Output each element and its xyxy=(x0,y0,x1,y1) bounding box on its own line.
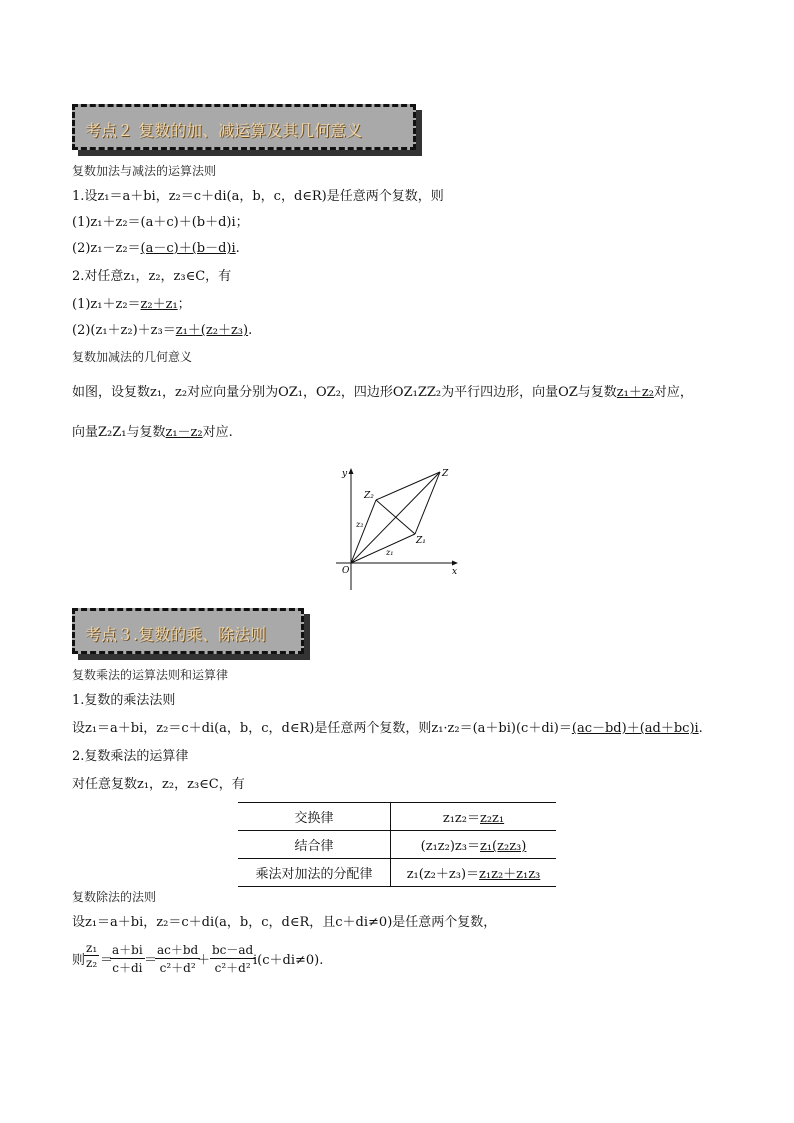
geo-paragraph-1 xyxy=(72,384,693,402)
rule-line-3 xyxy=(72,240,240,258)
rule-line-5-suffix: ； xyxy=(177,297,191,312)
law-formula xyxy=(391,859,557,887)
law-formula xyxy=(391,831,557,859)
law-name: 交换律 xyxy=(238,803,391,831)
rule-line-5-prefix: (1)z₁＋z₂＝ xyxy=(72,297,141,312)
law-formula-answer: z₁(z₂z₃) xyxy=(480,839,527,854)
geo-title: 复数加减法的几何意义 xyxy=(72,350,193,364)
fraction-denominator: c²＋d² xyxy=(159,961,196,975)
geo-p1-a: 如图，设复数z₁，z₂对应向量分别为OZ₁，OZ₂，四边形OZ₁ZZ₂为平行四边形，向量OZ与复数 xyxy=(72,385,617,400)
rule-line-6 xyxy=(72,322,252,340)
section-header-2-text: 考点２ 复数的加、减运算及其几何意义 xyxy=(85,121,363,140)
div-then: 则 xyxy=(72,953,86,968)
fraction-numerator: z₁ xyxy=(86,941,98,955)
equals-sign: ＝ xyxy=(100,953,114,968)
mult-line-1: 1.复数的乘法法则 xyxy=(72,693,176,708)
fraction-denominator: c²＋d² xyxy=(214,961,251,975)
law-name: 乘法对加法的分配律 xyxy=(238,859,391,887)
rule-line-5 xyxy=(72,296,191,314)
div-title: 复数除法的法则 xyxy=(72,890,157,904)
law-formula-prefix: (z₁z₂)z₃＝ xyxy=(420,839,480,854)
law-formula-prefix: z₁(z₂＋z₃)＝ xyxy=(406,867,480,882)
mult-line-2-answer: (ac－bd)＋(ad＋bc)i xyxy=(571,721,699,736)
mult-line-2 xyxy=(72,720,703,738)
fraction-a-bi-over-c-di xyxy=(110,941,145,976)
rule-line-3-prefix: (2)z₁－z₂＝ xyxy=(72,241,141,256)
geo-p1-b: 对应， xyxy=(653,385,693,400)
law-formula xyxy=(391,803,557,831)
rule-line-3-answer: (a－c)＋(b－d)i xyxy=(140,241,236,256)
law-name: 结合律 xyxy=(238,831,391,859)
x-axis-arrow xyxy=(452,561,458,566)
mult-line-2-suffix: . xyxy=(698,721,703,736)
label-z1-point: Z₁ xyxy=(416,536,426,546)
table-row xyxy=(238,859,556,887)
label-z2-point: Z₂ xyxy=(364,491,374,501)
rule-line-6-suffix: . xyxy=(248,323,253,338)
geo-paragraph-2 xyxy=(72,424,233,442)
geo-p2-answer: z₁－z₂ xyxy=(165,425,203,440)
section-header-3 xyxy=(72,608,304,654)
rule-line-6-prefix: (2)(z₁＋z₂)＋z₃＝ xyxy=(72,323,176,338)
fraction-denominator: c＋di xyxy=(112,961,143,975)
label-y: y xyxy=(342,469,348,479)
table-row xyxy=(238,803,556,831)
rule-line-3-suffix: . xyxy=(235,241,240,256)
plus-sign: ＋ xyxy=(197,953,211,968)
vector-z2z1 xyxy=(376,500,415,534)
div-line-1: 设z₁＝a＋bi，z₂＝c＋di(a，b，c，d∈R，且c＋di≠0)是任意两个复数， xyxy=(72,915,497,930)
fraction-denominator: z₂ xyxy=(86,956,98,970)
fraction-z1-over-z2 xyxy=(84,941,99,970)
label-z1-vector: z₁ xyxy=(386,548,394,557)
law-formula-prefix: z₁z₂＝ xyxy=(442,811,480,826)
y-axis-arrow xyxy=(349,468,354,474)
fraction-numerator: bc－ad xyxy=(212,943,254,957)
geo-p2-a: 向量Z₂Z₁与复数 xyxy=(72,425,166,440)
rules-title: 复数加法与减法的运算法则 xyxy=(72,164,217,178)
law-formula-answer: z₁z₂＋z₁z₃ xyxy=(479,867,541,882)
equals-sign: ＝ xyxy=(144,953,158,968)
fraction-imag-part xyxy=(210,941,255,976)
mult-title: 复数乘法的运算法则和运算律 xyxy=(72,668,229,682)
section-header-2 xyxy=(72,104,416,150)
rule-line-4: 2.对任意z₁，z₂，z₃∈C，有 xyxy=(72,269,232,284)
geo-p2-b: 对应. xyxy=(202,425,233,440)
section-header-3-text: 考点３.复数的乘、除法则 xyxy=(85,625,267,644)
parallelogram-figure xyxy=(330,462,464,594)
fraction-numerator: a＋bi xyxy=(112,943,143,957)
table-row xyxy=(238,831,556,859)
laws-table xyxy=(238,802,556,887)
rule-line-2: (1)z₁＋z₂＝(a＋c)＋(b＋d)i； xyxy=(72,215,249,230)
label-origin: O xyxy=(342,566,350,576)
div-tail: i(c＋di≠0). xyxy=(253,953,324,968)
rule-line-5-answer: z₂＋z₁ xyxy=(140,297,178,312)
rule-line-1: 1.设z₁＝a＋bi，z₂＝c＋di(a，b，c，d∈R)是任意两个复数，则 xyxy=(72,189,444,204)
rule-line-6-answer: z₁＋(z₂＋z₃) xyxy=(175,323,249,338)
law-formula-answer: z₂z₁ xyxy=(480,811,505,826)
label-z2-vector: z₂ xyxy=(356,520,364,529)
fraction-real-part xyxy=(155,941,200,976)
mult-line-2-prefix: 设z₁＝a＋bi，z₂＝c＋di(a，b，c，d∈R)是任意两个复数，则z₁·z₂＝(a＋bi)(c＋di)＝ xyxy=(72,721,572,736)
label-z: Z xyxy=(442,469,449,479)
label-x: x xyxy=(452,567,458,577)
mult-line-4: 对任意复数z₁，z₂，z₃∈C，有 xyxy=(72,777,245,792)
fraction-numerator: ac＋bd xyxy=(157,943,199,957)
geo-p1-answer: z₁＋z₂ xyxy=(616,385,654,400)
mult-line-3: 2.复数乘法的运算律 xyxy=(72,749,189,764)
